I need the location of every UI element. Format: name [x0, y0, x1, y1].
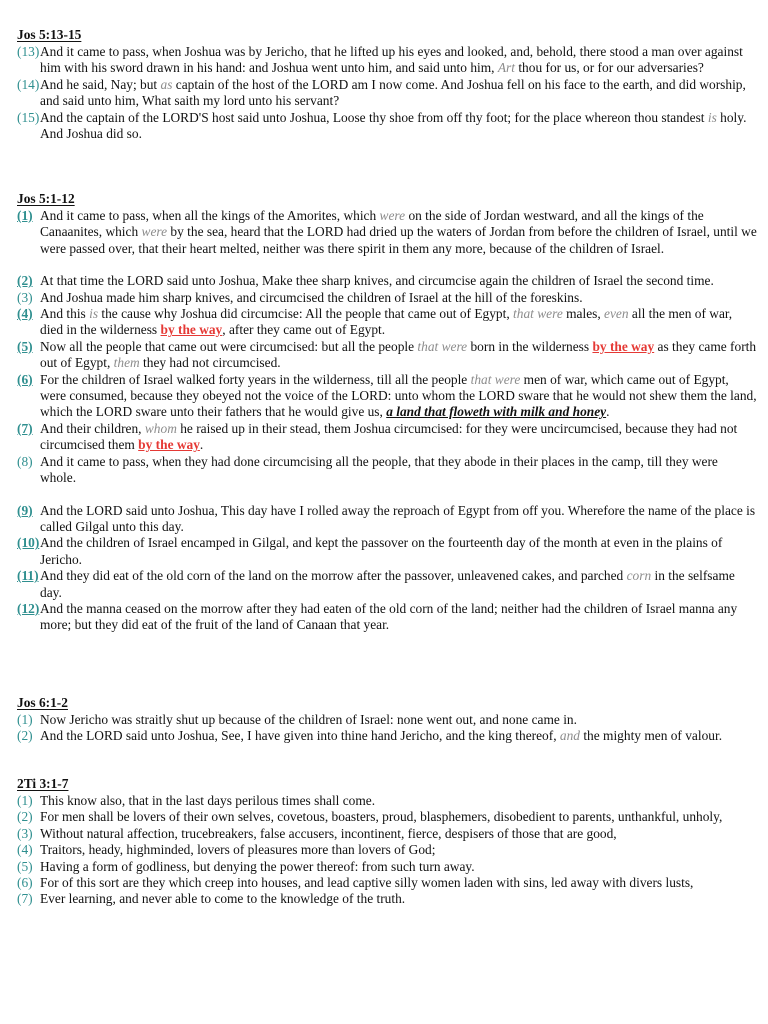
verse-text: Without natural affection, trucebreakers, false accusers, incontinent, fierce, despisers of those that are good,: [40, 825, 617, 841]
verse-number[interactable]: (12): [17, 600, 40, 616]
verse-text: they had not circumcised.: [139, 355, 281, 371]
supplied-word: is: [707, 109, 717, 125]
verse-text: For men shall be lovers of their own selves, covetous, boasters, proud, blasphemers, disobedient to parents, unthankful, unholy,: [40, 809, 723, 825]
verse: [17, 535, 757, 568]
verse: [17, 809, 757, 825]
verse-text: Having a form of godliness, but denying the power thereof: from such turn away.: [40, 858, 475, 874]
verse: [17, 568, 757, 601]
supplied-word: and: [559, 728, 580, 744]
verse-text: born in the wilderness: [467, 338, 593, 354]
verse: [17, 891, 757, 907]
verse-text: thou for us, or for our adversaries?: [514, 60, 704, 76]
verse: [17, 273, 757, 289]
verse: [17, 503, 757, 536]
verse: [17, 44, 757, 77]
verse-text: And Joshua made him sharp knives, and circumcised the children of Israel at the hill of the foreskins.: [40, 289, 583, 305]
supplied-word: that were: [417, 338, 468, 354]
verse-text: For of this sort are they which creep into houses, and lead captive silly women laden with sins, led away with divers lusts,: [40, 875, 694, 891]
verse-text: the cause why Joshua did circumcise: All the people that came out of Egypt,: [98, 306, 514, 322]
verse-text: This know also, that in the last days perilous times shall come.: [40, 793, 376, 808]
passage-reference: Jos 5:1-12: [17, 191, 75, 206]
verse-number: (1): [17, 793, 33, 808]
verse: [17, 306, 757, 339]
verse-text: all the men of war, died in the wilderness: [40, 306, 733, 338]
verse: [17, 372, 757, 421]
verse-number: (5): [17, 858, 33, 874]
verse-number: (2): [17, 728, 33, 744]
highlighted-phrase: by the way: [160, 322, 223, 338]
supplied-word: were: [379, 208, 406, 223]
supplied-word: them: [113, 355, 140, 371]
verse-number: (3): [17, 825, 33, 841]
verse-number: (15): [17, 109, 40, 125]
passage-reference: Jos 5:13-15: [17, 27, 82, 42]
verse-number: (6): [17, 875, 33, 891]
verse: [17, 712, 757, 728]
verse-text: he raised up in their stead, them Joshua circumcised: for they were uncircumcised, because they had not circumcised them: [40, 420, 738, 453]
verse-text: And he said, Nay; but: [40, 76, 161, 92]
verse-text: And the captain of the LORD'S host said unto Joshua, Loose thy shoe from off thy foot; for the place whereon thou standest: [40, 109, 708, 125]
verse-text: Now all the people that came out were circumcised: but all the people: [40, 338, 418, 354]
verse-text: And their children,: [40, 420, 145, 436]
supplied-word: that were: [513, 306, 563, 322]
verse-number: (4): [17, 842, 33, 858]
verse-text: For the children of Israel walked forty years in the wilderness, till all the people: [40, 371, 471, 387]
verse-text: on the side of Jordan westward, and all the kings of the Canaanites, which: [40, 208, 704, 240]
verse-text: And it came to pass, when they had done circumcising all the people, that they abode in their places in the camp, till they were whole.: [40, 453, 718, 486]
verse-number: (14): [17, 76, 40, 92]
paragraph-gap: [17, 257, 757, 273]
verse: [17, 77, 757, 110]
passage-jos-6-1-2: [17, 695, 757, 745]
passage-jos-5-1-12: [17, 191, 757, 634]
verse-number[interactable]: (2): [17, 273, 33, 289]
verse-number[interactable]: (1): [17, 208, 33, 223]
verse-text: .: [606, 404, 610, 420]
passage-reference: Jos 6:1-2: [17, 695, 68, 710]
verse-number[interactable]: (9): [17, 502, 33, 518]
verse: [17, 208, 757, 257]
verse: [17, 826, 757, 842]
supplied-word: Art: [497, 60, 515, 76]
emphasized-phrase: a land that floweth with milk and honey: [386, 404, 607, 420]
verse-text: Now Jericho was straitly shut up because of the children of Israel: none went out, and none came in.: [40, 712, 577, 727]
verse-text: , after they came out of Egypt.: [222, 322, 386, 338]
supplied-word: even: [604, 306, 629, 322]
verse: [17, 290, 757, 306]
verse: [17, 842, 757, 858]
verse-text: And they did eat of the old corn of the land on the morrow after the passover, unleavened cakes, and parched: [40, 568, 627, 584]
verse-number: (2): [17, 809, 33, 825]
verse-number[interactable]: (7): [17, 420, 33, 436]
supplied-word: as: [160, 76, 173, 92]
passage-2ti-3-1-7: [17, 776, 757, 908]
supplied-word: corn: [626, 568, 652, 584]
verse-text: by the sea, heard that the LORD had dried up the waters of Jordan from before the children of Israel, until we were passed over, that their heart melted, neither was there spirit in them any more, because of the children of Israel.: [40, 224, 757, 256]
verse-number: (3): [17, 289, 33, 305]
verse-text: the mighty men of valour.: [579, 728, 723, 744]
verse: [17, 793, 757, 809]
verse-text: And it came to pass, when all the kings of the Amorites, which: [40, 208, 380, 223]
verse: [17, 875, 757, 891]
verse: [17, 339, 757, 372]
verse-text: And the LORD said unto Joshua, See, I have given into thine hand Jericho, and the king thereof,: [40, 728, 560, 744]
verse-number: (7): [17, 891, 33, 907]
verse-text: men of war, which came out of Egypt, were consumed, because they obeyed not the voice of the LORD: unto whom the LORD sware that he would not shew them the land, which the LORD sware unto their fathers that he would give us,: [40, 371, 757, 420]
verse-text: .: [199, 437, 204, 453]
verse-number[interactable]: (5): [17, 338, 33, 354]
passage-jos-5-13-15: [17, 27, 757, 142]
verse-number[interactable]: (11): [17, 568, 39, 584]
verse: [17, 859, 757, 875]
paragraph-gap: [17, 487, 757, 503]
verse-text: And the children of Israel encamped in Gilgal, and kept the passover on the fourteenth day of the month at even in the plains of Jericho.: [40, 535, 723, 567]
verse-text: holy. And Joshua did so.: [40, 109, 747, 142]
verse-text: And it came to pass, when Joshua was by Jericho, that he lifted up his eyes and looked, and, behold, there stood a man over against him with his sword drawn in his hand: and Joshua went unto him, and said unto him,: [40, 44, 743, 76]
supplied-word: whom: [144, 420, 177, 436]
verse-number: (1): [17, 712, 33, 727]
verse-text: And the LORD said unto Joshua, This day have I rolled away the reproach of Egypt from off you. Wherefore the name of the place is called Gilgal unto this day.: [40, 502, 756, 534]
verse-text: males,: [562, 306, 605, 322]
verse-text: in the selfsame day.: [40, 568, 735, 600]
supplied-word: that were: [470, 371, 521, 387]
verse-text: Traitors, heady, highminded, lovers of pleasures more than lovers of God;: [40, 842, 436, 858]
highlighted-phrase: by the way: [592, 338, 655, 354]
verse-text: captain of the host of the LORD am I now come. And Joshua fell on his face to the earth, and did worship, and said unto him, What saith my lord unto his servant?: [40, 76, 746, 109]
verse-number: (8): [17, 453, 33, 469]
highlighted-phrase: by the way: [138, 437, 200, 453]
verse: [17, 421, 757, 454]
supplied-word: is: [89, 306, 99, 322]
verse: [17, 728, 757, 744]
supplied-word: were: [141, 224, 168, 240]
verse-text: as they came forth out of Egypt,: [40, 338, 757, 371]
verse: [17, 110, 757, 143]
verse-number[interactable]: (6): [17, 371, 33, 387]
passage-reference: 2Ti 3:1-7: [17, 776, 69, 791]
verse-text: Ever learning, and never able to come to the knowledge of the truth.: [40, 891, 406, 907]
verse-text: And the manna ceased on the morrow after they had eaten of the old corn of the land; neither had the children of Israel manna any more; but they did eat of the fruit of the land of Canaan that year.: [40, 600, 738, 633]
verse-number[interactable]: (10): [17, 535, 40, 551]
verse-number: (13): [17, 44, 40, 59]
verse-text: At that time the LORD said unto Joshua, Make thee sharp knives, and circumcise again the children of Israel the second time.: [40, 273, 714, 289]
verse-number[interactable]: (4): [17, 306, 33, 322]
verse-text: And this: [40, 306, 90, 322]
verse: [17, 601, 757, 634]
verse: [17, 454, 757, 487]
